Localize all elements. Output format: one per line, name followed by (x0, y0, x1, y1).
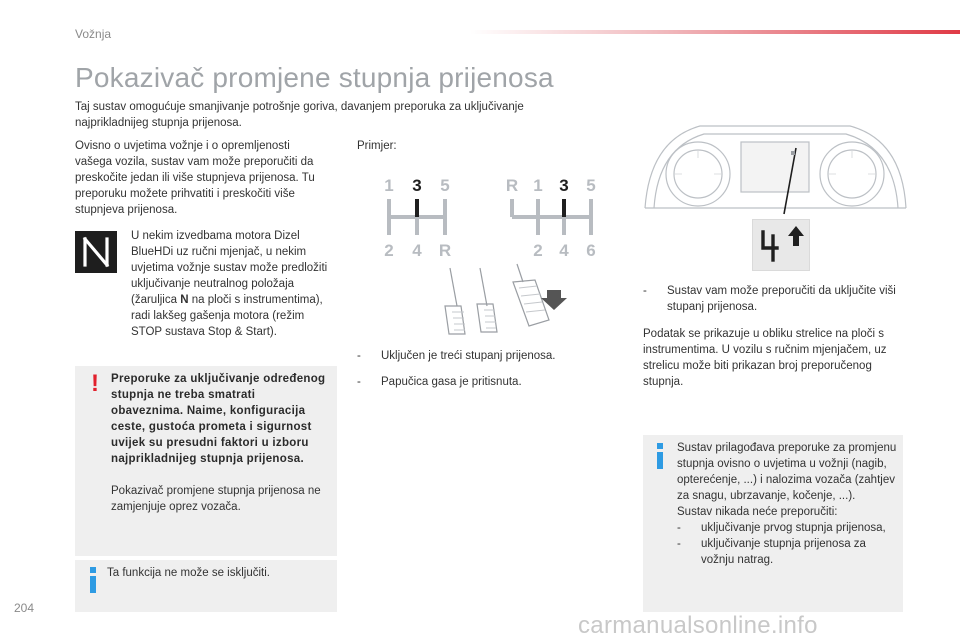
pedals-icon (425, 260, 575, 340)
info-icon (654, 443, 666, 469)
gear-label: 4 (559, 241, 569, 260)
gear-label: 2 (533, 241, 543, 260)
watermark: carmanualsonline.info (578, 612, 818, 639)
n-neutral-icon (75, 231, 117, 273)
info-note-text: Ta funkcija ne može se isključiti. (107, 567, 270, 579)
warning-bold-text: Preporuke za uključivanje određenog stupnja ne treba smatrati obaveznima. Naime, konfiguracija ceste, gustoća prometa i sigurnost uvijek su presudni faktori u izboru najprikladnijeg stupnja prijenosa. (111, 373, 326, 465)
gear-label: 1 (533, 176, 543, 195)
gear-label: 6 (586, 241, 596, 260)
gear-label: 1 (384, 176, 394, 195)
list-item: - uključivanje stupnja prijenosa za vožnju natrag. (677, 538, 866, 566)
gear-label: R (438, 241, 452, 260)
example-label: Primjer: (357, 140, 397, 152)
warning-icon: ! (91, 370, 99, 397)
gear-label: 5 (440, 176, 450, 195)
gear-label: 5 (586, 176, 596, 195)
gear-label: R (505, 176, 519, 195)
skip-gears-paragraph: Ovisno o uvjetima vožnje i o opremljenosti vašega vozila, sustav vam može preporučiti da preskočite jedan ili više stupnjeva prijenosa. Tu preporuku možete prihvatiti i preskočiti više stupnjeva prijenosa. (75, 140, 315, 216)
adaptation-text (677, 440, 902, 568)
display-paragraph: Podatak se prikazuje u obliku strelice na ploči s instrumentima. U vozilu s ručnim mjenjačem, uz strelicu može biti prikazan broj preporučenog stupnja. (643, 328, 887, 388)
gear-label-selected: 3 (412, 176, 422, 195)
info-icon (87, 567, 99, 593)
section-header: Vožnja (75, 27, 112, 41)
list-item: - uključivanje prvog stupnja prijenosa, (677, 522, 886, 534)
header-accent-line (470, 30, 960, 34)
list-item: - Uključen je treći stupanj prijenosa. (357, 350, 556, 362)
list-item: - Sustav vam može preporučiti da uključite viši stupanj prijenosa. (643, 285, 896, 313)
instrument-cluster-icon (640, 118, 910, 218)
page-number: 204 (14, 601, 35, 615)
list-item: - Papučica gasa je pritisnuta. (357, 376, 522, 388)
warning-note: Pokazivač promjene stupnja prijenosa ne zamjenjuje oprez vozača. (111, 485, 321, 513)
page-title: Pokazivač promjene stupnja prijenosa (75, 62, 554, 93)
upshift-indicator (752, 219, 810, 271)
gear-label-selected: 3 (559, 176, 569, 195)
upshift-arrow-icon (788, 226, 804, 246)
gear-label: 4 (412, 241, 422, 260)
gear-shift-pattern-icon (378, 172, 608, 262)
gear-label: 2 (384, 241, 394, 260)
intro-paragraph: Taj sustav omogućuje smanjivanje potrošnje goriva, davanjem preporuka za uključivanje najprikladnijeg stupnja prijenosa. (75, 101, 524, 129)
adaptation-intro: Sustav prilagođava preporuke za promjenu stupnja ovisno o uvjetima u vožnji (nagib, opterećenje, ...) i nalozima vozača (zahtjev za snagu, ubrzavanje, kočenje, ...). (677, 442, 897, 502)
adaptation-never: Sustav nikada neće preporučiti: (677, 506, 838, 518)
neutral-paragraph: U nekim izvedbama motora Dizel BlueHDi uz ručni mjenjač, u nekim uvjetima vožnje sustav može predložiti uključivanje neutralnog položaja (žaruljica N na ploči s instrumentima), radi lakšeg gašenja motora (režim STOP sustava Stop & Start). (131, 230, 328, 338)
